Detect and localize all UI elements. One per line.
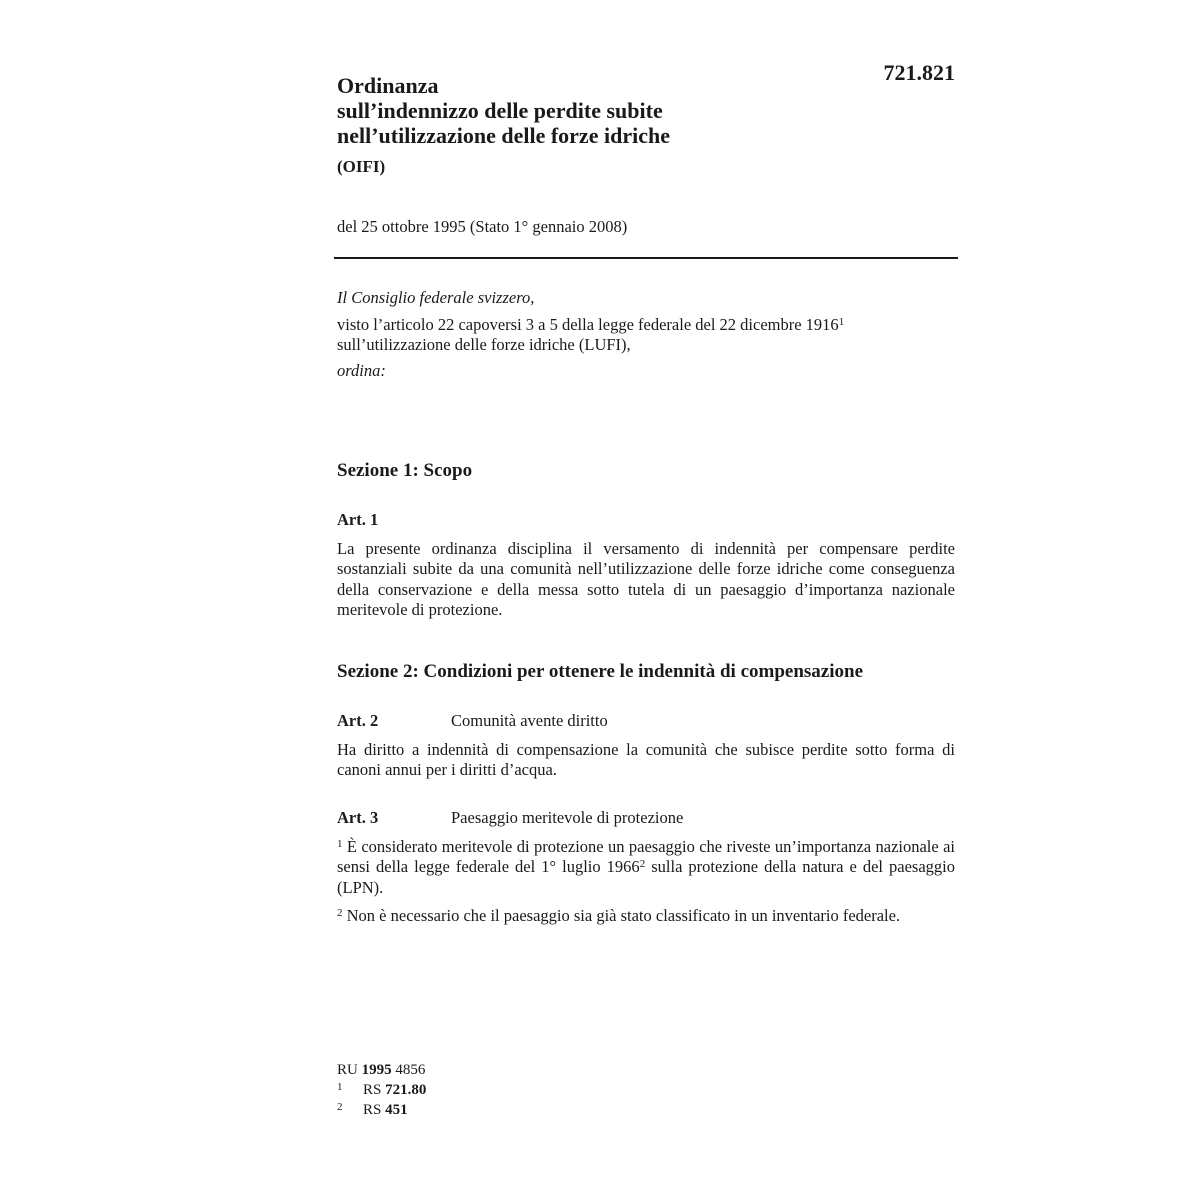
title-line-2: sull’indennizzo delle perdite subite: [337, 98, 663, 123]
article-3-paragraph-1-text-b: sulla protezione della natura e del paesaggio (LPN).: [337, 857, 956, 897]
preamble-visto-line-2: sull’utilizzazione delle forze idriche (LUFI),: [337, 335, 631, 354]
article-2-heading: [337, 711, 608, 731]
footnotes: [337, 1062, 426, 1119]
footnote-ref-2[interactable]: 2: [639, 858, 646, 871]
title-abbreviation: (OIFI): [337, 157, 386, 176]
article-3-title: Paesaggio meritevole di protezione: [451, 808, 684, 827]
ru-page: 4856: [395, 1062, 426, 1078]
preamble-visto-line-1: visto l’articolo 22 capoversi 3 a 5 della legge federale del 22 dicembre 1916: [337, 314, 839, 334]
footnote-1-mark: 1: [337, 1081, 343, 1093]
footnote-2: [337, 1099, 426, 1119]
article-2-title: Comunità avente diritto: [451, 711, 608, 730]
article-3-paragraph-2: [337, 906, 955, 926]
title-line-3: nell’utilizzazione delle forze idriche: [337, 123, 670, 148]
article-1-number: Art. 1: [337, 510, 379, 529]
article-2-paragraph: Ha diritto a indennità di compensazione la comunità che subisce perdite sotto forma di canoni annui per i diritti d’acqua.: [337, 740, 955, 780]
footnote-ref-1[interactable]: 1: [838, 315, 845, 328]
article-3-paragraph-1: [337, 837, 955, 898]
article-1-heading: [337, 510, 451, 530]
article-2-number: Art. 2: [337, 711, 379, 730]
section-2-title: Sezione 2: Condizioni per ottenere le indennità di compensazione: [337, 661, 864, 682]
footnote-2-mark: 2: [337, 1101, 343, 1113]
footnote-1: [337, 1079, 426, 1099]
ru-year: 1995: [361, 1062, 392, 1078]
ru-reference: [337, 1062, 426, 1079]
date-line: del 25 ottobre 1995 (Stato 1° gennaio 2008): [337, 217, 628, 236]
sr-number: 721.821: [883, 60, 955, 85]
article-3-number: Art. 3: [337, 808, 379, 827]
article-3-paragraph-2-text: Non è necessario che il paesaggio sia già stato classificato in un inventario federale.: [346, 906, 901, 925]
title-block: [337, 73, 807, 177]
section-1-title: Sezione 1: Scopo: [337, 460, 473, 481]
footnote-1-prefix: RS: [363, 1082, 382, 1098]
preamble-visto: [337, 315, 957, 356]
paragraph-number-1: 1: [337, 838, 343, 850]
article-3-paragraph-1-text-a: È considerato meritevole di protezione un paesaggio che riveste un’importanza nazionale ai sensi della legge federale del 1° luglio 1966: [337, 837, 955, 877]
footnote-2-prefix: RS: [363, 1102, 382, 1118]
footnote-2-ref: 451: [385, 1102, 408, 1118]
preamble-council: Il Consiglio federale svizzero,: [337, 288, 535, 307]
title-line-1: Ordinanza: [337, 73, 439, 98]
preamble: [337, 288, 957, 381]
preamble-ordina: ordina:: [337, 360, 386, 380]
article-3-heading: [337, 808, 683, 828]
header-divider: [334, 257, 958, 259]
article-1-paragraph: La presente ordinanza disciplina il versamento di indennità per compensare perdite sostanziali subite da una comunità nell’utilizzazione delle forze idriche come conseguenza della conservazione e della messa sotto tutela di un paesaggio d’importanza nazionale meritevole di protezione.: [337, 539, 955, 620]
footnote-1-ref: 721.80: [385, 1082, 427, 1098]
paragraph-number-2: 2: [337, 907, 343, 919]
ru-prefix: RU: [337, 1062, 358, 1078]
